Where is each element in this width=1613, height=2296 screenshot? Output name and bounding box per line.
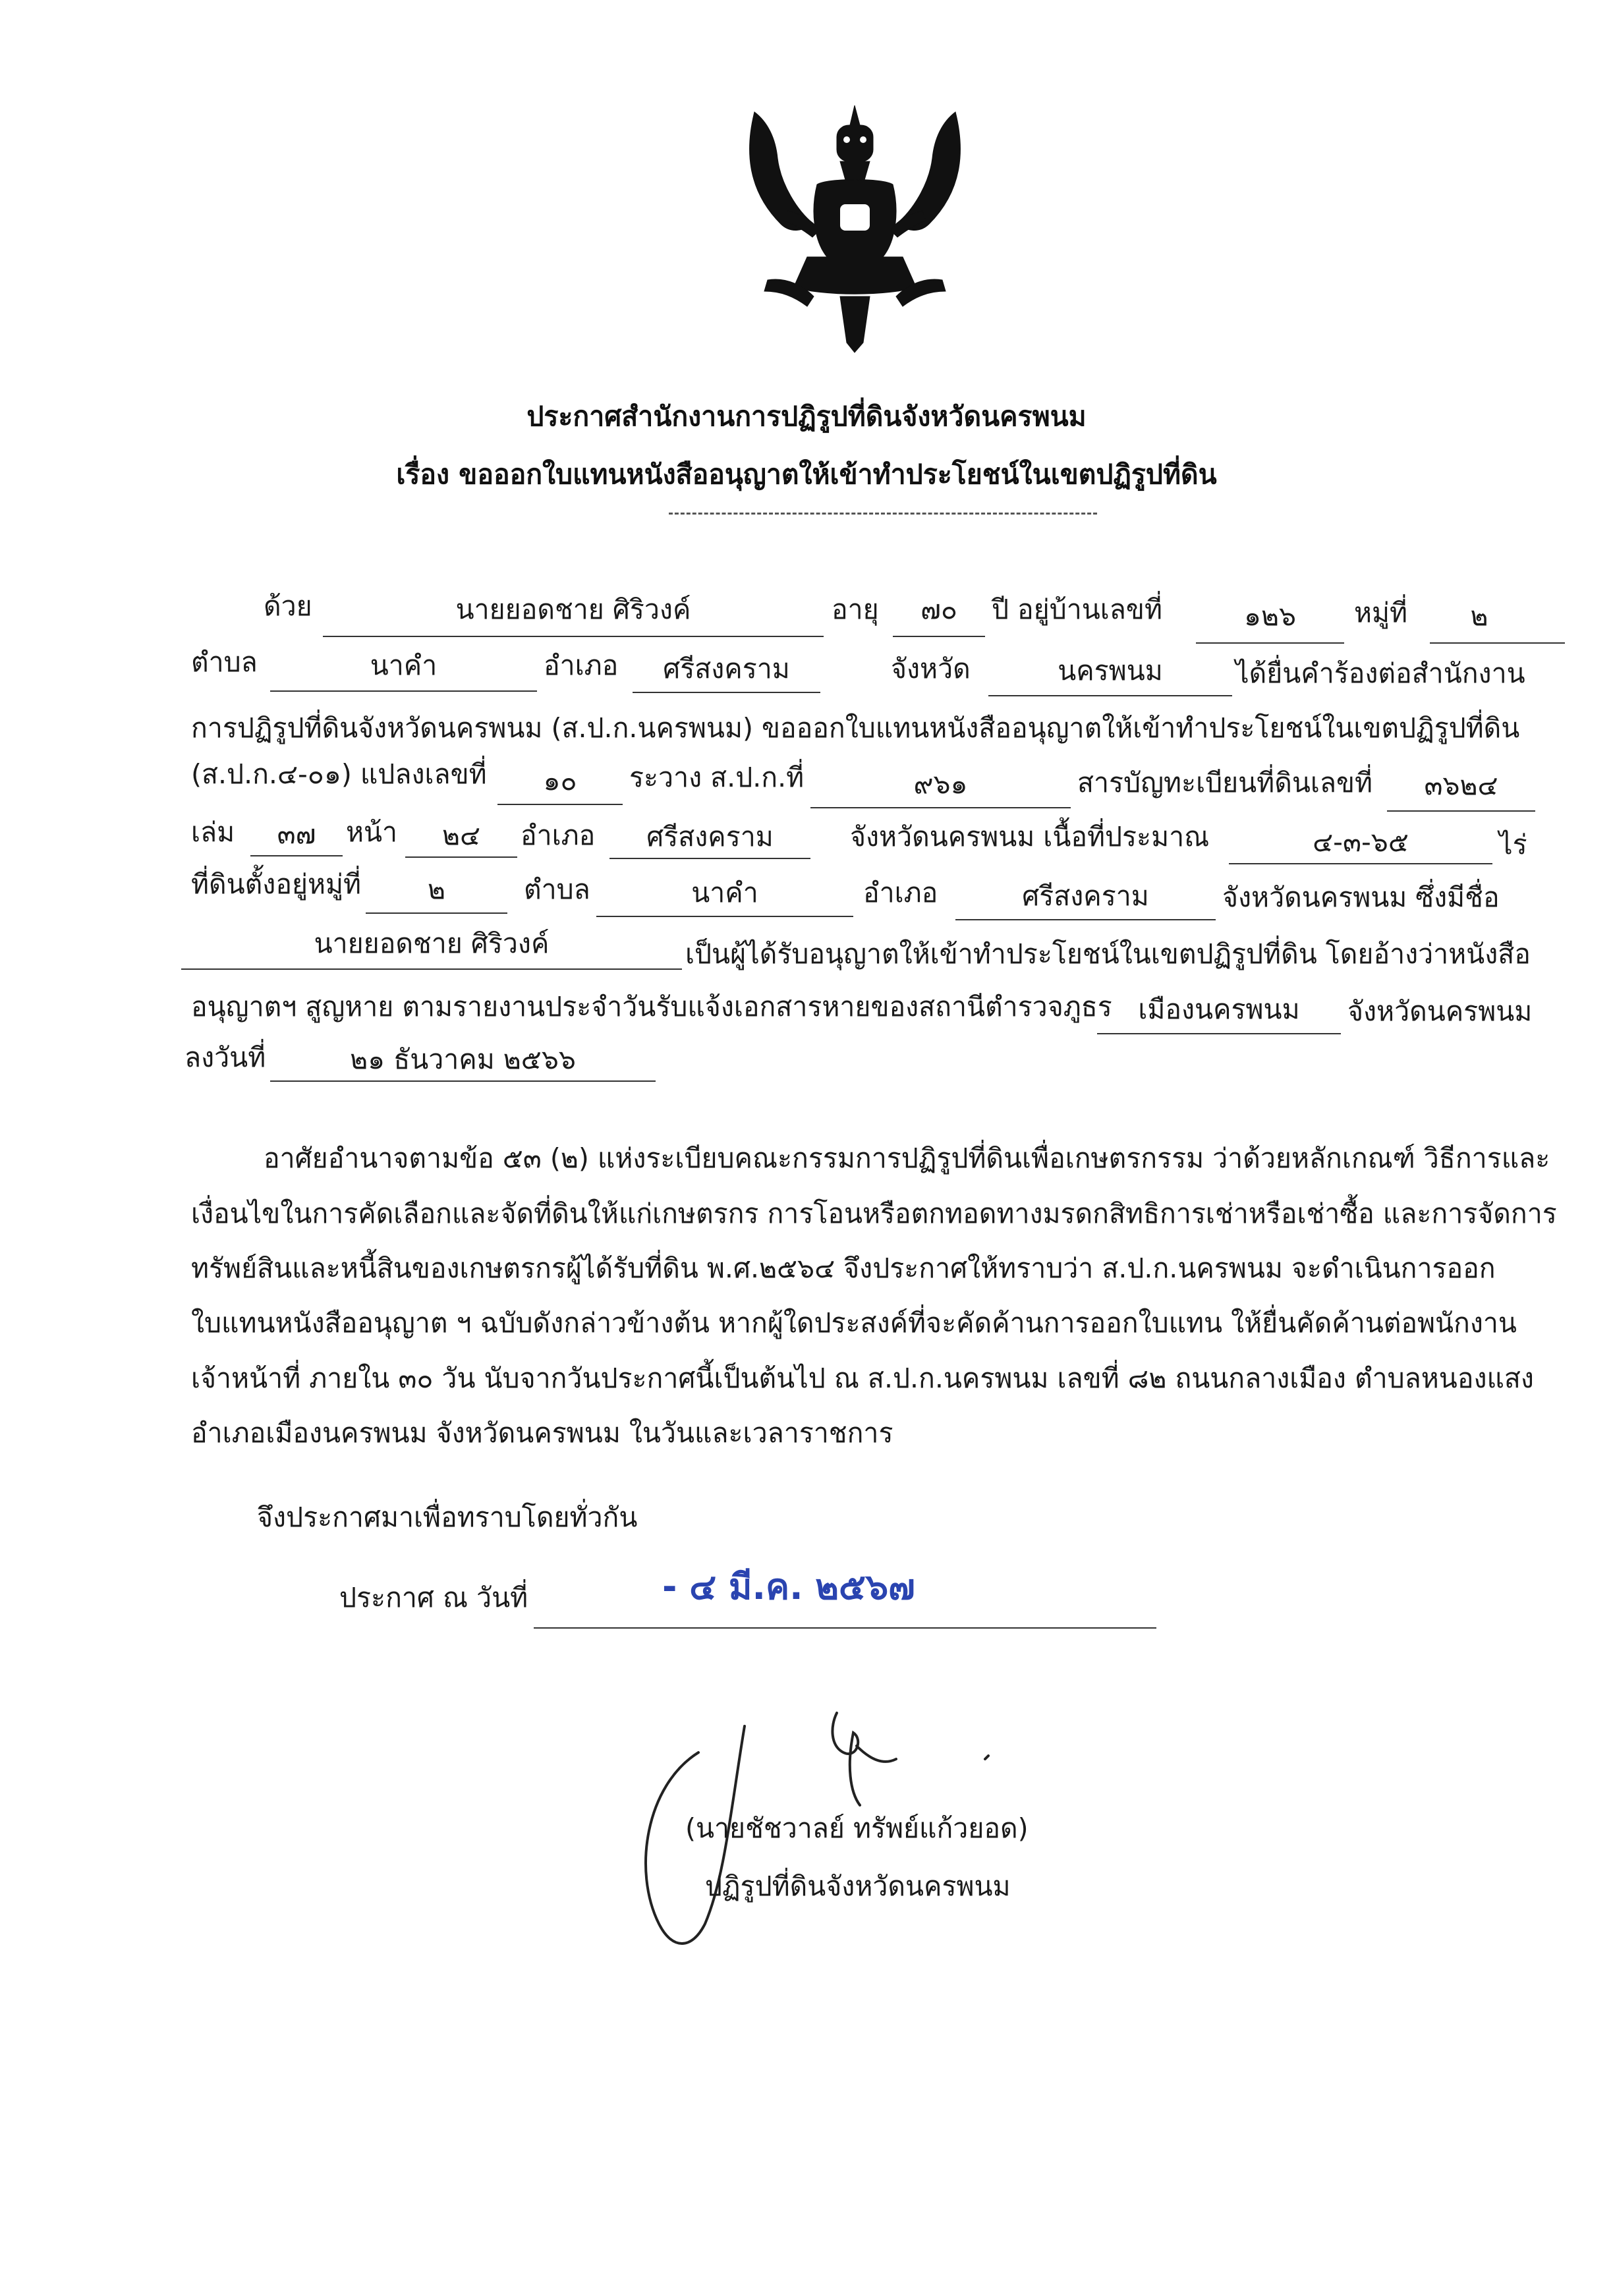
signatory-position: ปฏิรูปที่ดินจังหวัดนครพนม <box>705 1870 1011 1902</box>
line3-text: การปฏิรูปที่ดินจังหวัดนครพนม (ส.ป.ก.นครพนม) ขอออกใบแทนหนังสืออนุญาตให้เข้าทำประโยชน์ในเขตปฏิรูปที่ดิน <box>191 712 1520 744</box>
house-underline <box>1196 642 1344 644</box>
holder-name: นายยอดชาย ศิริวงค์ <box>314 928 550 959</box>
label-amphoe-2: อำเภอ <box>521 820 596 851</box>
label-rai: ไร่ <box>1499 829 1527 860</box>
body-line-6: อำเภอเมืองนครพนม จังหวัดนครพนม ในวันและเวลาราชการ <box>191 1417 893 1449</box>
book-underline <box>250 855 343 856</box>
police-station: เมืองนครพนม <box>1138 994 1300 1025</box>
area-underline <box>1229 863 1492 864</box>
sheet-underline <box>810 807 1071 808</box>
page-underline <box>405 856 517 858</box>
line6-tail: จังหวัดนครพนม ซึ่งมีชื่อ <box>1222 882 1500 913</box>
label-report-date: ลงวันที่ <box>184 1042 266 1073</box>
sheet-no-value: ๙๖๑ <box>913 768 968 800</box>
label-tambon: ตำบล <box>191 646 258 678</box>
label-amphoe-3: อำเภอ <box>863 877 938 909</box>
label-sheet: ระวาง ส.ป.ก.ที่ <box>629 762 805 793</box>
label-book: เล่ม <box>191 816 235 848</box>
handwritten-date: - ๔ มี.ค. ๒๕๖๗ <box>662 1566 915 1608</box>
amphoe-3-value: ศรีสงคราม <box>1022 880 1149 912</box>
moo-2-value: ๒ <box>427 874 446 905</box>
label-moo: หมู่ที่ <box>1354 597 1408 629</box>
label-age: อายุ <box>832 594 879 625</box>
label-register: สารบัญทะเบียนที่ดินเลขที่ <box>1077 767 1373 798</box>
subject-title: เรื่อง ขอออกใบแทนหนังสืออนุญาตให้เข้าทำประโยชน์ในเขตปฏิรูปที่ดิน <box>396 459 1217 490</box>
moo-2-underline <box>366 912 507 914</box>
amphoe-2-value: ศรีสงคราม <box>646 821 774 853</box>
label-plot-no: (ส.ป.ก.๔-๐๑) แปลงเลขที่ <box>191 758 487 790</box>
plot-no-value: ๑๐ <box>543 765 577 797</box>
house-no-value: ๑๒๖ <box>1243 600 1297 632</box>
tambon-value: นาคำ <box>370 650 438 681</box>
line8-tail: จังหวัดนครพนม <box>1347 995 1533 1027</box>
label-area: จังหวัดนครพนม เนื้อที่ประมาณ <box>850 821 1210 853</box>
announce-date-underline <box>534 1627 1156 1629</box>
label-page: หน้า <box>346 816 398 848</box>
line8-text: อนุญาตฯ สูญหาย ตามรายงานประจำวันรับแจ้งเอกสารหายของสถานีตำรวจภูธร <box>191 991 1112 1022</box>
closing-text: จึงประกาศมาเพื่อทราบโดยทั่วกัน <box>257 1501 638 1533</box>
register-underline <box>1387 810 1535 812</box>
body-line-2: เงื่อนไขในการคัดเลือกและจัดที่ดินให้แก่เกษตรกร การโอนหรือตกทอดทางมรดกสิทธิการเช่าหรือเช่าซื้อ และการจัดการ <box>191 1198 1557 1229</box>
tambon-2-underline <box>596 916 853 917</box>
province-value: นครพนม <box>1058 655 1163 686</box>
age-underline <box>893 636 985 637</box>
label-amphoe: อำเภอ <box>544 650 619 681</box>
applicant-name: นายยอดชาย ศิริวงค์ <box>455 594 691 625</box>
amphoe-underline <box>633 692 820 693</box>
label-by: ด้วย <box>264 590 312 622</box>
moo-underline <box>1430 642 1565 644</box>
label-tambon-2: ตำบล <box>524 874 590 905</box>
amphoe-3-underline <box>955 919 1216 920</box>
station-underline <box>1097 1033 1341 1034</box>
book-value: ๓๗ <box>277 818 316 850</box>
tambon-underline <box>270 690 537 692</box>
moo-value: ๒ <box>1470 600 1488 632</box>
age-value: ๗๐ <box>920 594 957 625</box>
label-house-no: ปี อยู่บ้านเลขที่ <box>992 594 1162 625</box>
label-located: ที่ดินตั้งอยู่หมู่ที่ <box>191 868 362 900</box>
title-separator <box>669 513 1097 517</box>
holder-underline <box>181 968 682 970</box>
label-province: จังหวัด <box>891 653 971 685</box>
tambon-2-value: นาคำ <box>691 877 758 909</box>
body-line-5: เจ้าหน้าที่ ภายใน ๓๐ วัน นับจากวันประกาศนี้เป็นต้นไป ณ ส.ป.ก.นครพนม เลขที่ ๘๒ ถนนกลางเมือง ตำบลหนองแสง <box>191 1362 1534 1394</box>
line2-tail: ได้ยื่นคำร้องต่อสำนักงาน <box>1235 658 1525 689</box>
area-value: ๔-๓-๖๕ <box>1313 826 1409 858</box>
announcement-title: ประกาศสำนักงานการปฏิรูปที่ดินจังหวัดนครพนม <box>526 401 1087 432</box>
register-no-value: ๓๖๒๔ <box>1424 770 1498 801</box>
label-announce-date: ประกาศ ณ วันที่ <box>339 1582 528 1613</box>
body-line-4: ใบแทนหนังสืออนุญาต ฯ ฉบับดังกล่าวข้างต้น หากผู้ใดประสงค์ที่จะคัดค้านการออกใบแทน ให้ยื่นคัดค้านต่อพนักงาน <box>191 1307 1517 1339</box>
report-date-underline <box>270 1080 656 1082</box>
body-line-1: อาศัยอำนาจตามข้อ ๕๓ (๒) แห่งระเบียบคณะกรรมการปฏิรูปที่ดินเพื่อเกษตรกรรม ว่าด้วยหลักเกณฑ์ วิธีการและ <box>264 1142 1550 1174</box>
province-underline <box>988 695 1232 696</box>
amphoe-value: ศรีสงคราม <box>663 653 790 685</box>
name-underline <box>323 636 824 637</box>
line7-tail: เป็นผู้ได้รับอนุญาตให้เข้าทำประโยชน์ในเขตปฏิรูปที่ดิน โดยอ้างว่าหนังสือ <box>685 938 1531 970</box>
amphoe-2-underline <box>609 858 810 859</box>
garuda-emblem <box>741 99 969 356</box>
report-date-value: ๒๑ ธันวาคม ๒๕๖๖ <box>350 1044 576 1075</box>
body-line-3: ทรัพย์สินและหนี้สินของเกษตรกรผู้ได้รับที่ดิน พ.ศ.๒๕๖๔ จึงประกาศให้ทราบว่า ส.ป.ก.นครพนม จะดำเนินการออก <box>191 1252 1496 1284</box>
page-value: ๒๔ <box>441 820 481 851</box>
plot-underline <box>497 804 623 805</box>
signatory-name: (นายชัชวาลย์ ทรัพย์แก้วยอด) <box>685 1812 1029 1844</box>
